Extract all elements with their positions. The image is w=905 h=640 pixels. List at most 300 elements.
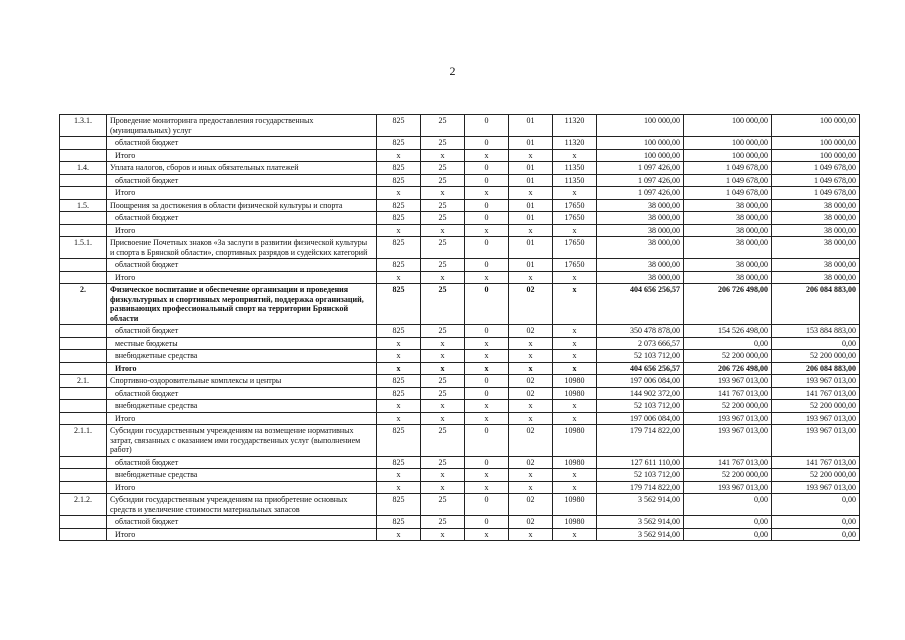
code-dir: 11350 [553,162,597,175]
code-sub: 0 [465,174,509,187]
amount-year1: 38 000,00 [597,259,684,272]
code-sub: 0 [465,199,509,212]
amount-year1: 38 000,00 [597,212,684,225]
code-dir: 11350 [553,174,597,187]
amount-year1: 179 714 822,00 [597,425,684,457]
code-sub: 0 [465,162,509,175]
amount-year3: 0,00 [772,528,860,541]
amount-year1: 3 562 914,00 [597,516,684,529]
code-dir: x [553,271,597,284]
amount-year3: 38 000,00 [772,199,860,212]
table-row [60,149,860,162]
amount-year2: 0,00 [684,337,772,350]
code-pp: 25 [421,375,465,388]
row-name: областной бюджет [107,212,377,225]
amount-year2: 193 967 013,00 [684,412,772,425]
code-pp: 25 [421,212,465,225]
code-sub: x [465,362,509,375]
amount-year2: 0,00 [684,528,772,541]
amount-year3: 1 049 678,00 [772,162,860,175]
table-row [60,516,860,529]
code-gp: x [377,187,421,200]
code-pp: 25 [421,516,465,529]
code-gp: 825 [377,212,421,225]
code-pp: 25 [421,456,465,469]
code-sub: 0 [465,237,509,259]
code-gp: x [377,412,421,425]
table-row [60,494,860,516]
amount-year1: 52 103 712,00 [597,469,684,482]
row-name: областной бюджет [107,387,377,400]
row-number [60,400,107,413]
code-dir: 10980 [553,494,597,516]
amount-year2: 52 200 000,00 [684,469,772,482]
code-main: 02 [509,494,553,516]
amount-year3: 206 084 883,00 [772,362,860,375]
row-name: Спортивно-оздоровительные комплексы и центры [107,375,377,388]
amount-year1: 350 478 878,00 [597,325,684,338]
code-gp: 825 [377,259,421,272]
table-row [60,162,860,175]
amount-year3: 100 000,00 [772,137,860,150]
amount-year1: 38 000,00 [597,271,684,284]
amount-year1: 404 656 256,57 [597,362,684,375]
amount-year2: 1 049 678,00 [684,162,772,175]
code-sub: x [465,149,509,162]
amount-year3: 193 967 013,00 [772,481,860,494]
code-main: 01 [509,115,553,137]
amount-year1: 38 000,00 [597,237,684,259]
row-name: Субсидии государственным учреждениям на приобретение основных средств и увеличение стоимости материальных запасов [107,494,377,516]
code-main: x [509,337,553,350]
code-dir: x [553,469,597,482]
row-number [60,481,107,494]
code-sub: 0 [465,259,509,272]
amount-year1: 197 006 084,00 [597,375,684,388]
amount-year1: 3 562 914,00 [597,528,684,541]
code-dir: 11320 [553,137,597,150]
row-number: 1.5. [60,199,107,212]
table-row [60,425,860,457]
code-pp: 25 [421,237,465,259]
row-number [60,362,107,375]
code-main: 01 [509,174,553,187]
code-sub: x [465,337,509,350]
code-gp: 825 [377,115,421,137]
code-gp: x [377,362,421,375]
row-number [60,259,107,272]
code-main: 01 [509,237,553,259]
code-pp: 25 [421,115,465,137]
amount-year2: 38 000,00 [684,224,772,237]
table-row [60,137,860,150]
code-main: 02 [509,375,553,388]
code-sub: 0 [465,516,509,529]
code-sub: 0 [465,494,509,516]
table-row [60,259,860,272]
code-main: 02 [509,387,553,400]
row-number [60,149,107,162]
code-main: x [509,400,553,413]
amount-year3: 38 000,00 [772,271,860,284]
amount-year2: 0,00 [684,516,772,529]
amount-year1: 404 656 256,57 [597,284,684,325]
row-number [60,516,107,529]
code-main: 01 [509,162,553,175]
row-number [60,337,107,350]
code-pp: x [421,350,465,363]
amount-year2: 193 967 013,00 [684,375,772,388]
table-row [60,271,860,284]
row-name: внебюджетные средства [107,350,377,363]
code-gp: 825 [377,456,421,469]
code-main: x [509,481,553,494]
code-sub: 0 [465,325,509,338]
code-sub: x [465,350,509,363]
amount-year1: 38 000,00 [597,199,684,212]
row-number [60,456,107,469]
code-main: x [509,362,553,375]
code-main: 02 [509,325,553,338]
table-row [60,237,860,259]
amount-year3: 0,00 [772,337,860,350]
code-dir: x [553,528,597,541]
row-number [60,137,107,150]
code-gp: x [377,350,421,363]
row-number: 1.4. [60,162,107,175]
table-row [60,174,860,187]
amount-year2: 193 967 013,00 [684,425,772,457]
row-name: внебюджетные средства [107,400,377,413]
code-dir: 11320 [553,115,597,137]
code-dir: 10980 [553,387,597,400]
code-sub: 0 [465,425,509,457]
code-sub: x [465,224,509,237]
table-row [60,212,860,225]
code-sub: x [465,400,509,413]
code-sub: 0 [465,387,509,400]
row-number [60,271,107,284]
amount-year2: 0,00 [684,494,772,516]
amount-year2: 52 200 000,00 [684,400,772,413]
amount-year2: 1 049 678,00 [684,174,772,187]
table-row [60,375,860,388]
code-dir: x [553,149,597,162]
amount-year1: 1 097 426,00 [597,174,684,187]
amount-year2: 193 967 013,00 [684,481,772,494]
code-pp: 25 [421,259,465,272]
code-pp: 25 [421,425,465,457]
amount-year1: 2 073 666,57 [597,337,684,350]
code-dir: x [553,412,597,425]
code-pp: x [421,412,465,425]
code-main: x [509,350,553,363]
code-gp: x [377,224,421,237]
code-dir: x [553,284,597,325]
code-sub: x [465,412,509,425]
code-gp: x [377,528,421,541]
code-sub: x [465,271,509,284]
code-gp: x [377,149,421,162]
amount-year1: 100 000,00 [597,137,684,150]
amount-year3: 100 000,00 [772,149,860,162]
amount-year1: 144 902 372,00 [597,387,684,400]
amount-year3: 38 000,00 [772,259,860,272]
code-sub: 0 [465,284,509,325]
row-name: Итого [107,412,377,425]
table-row [60,350,860,363]
code-sub: x [465,469,509,482]
code-dir: x [553,481,597,494]
amount-year3: 206 084 883,00 [772,284,860,325]
row-name: областной бюджет [107,137,377,150]
code-sub: x [465,187,509,200]
table-row [60,400,860,413]
amount-year3: 0,00 [772,516,860,529]
amount-year2: 206 726 498,00 [684,362,772,375]
code-gp: 825 [377,325,421,338]
code-pp: 25 [421,494,465,516]
code-gp: 825 [377,516,421,529]
row-name: местные бюджеты [107,337,377,350]
code-pp: 25 [421,387,465,400]
code-main: x [509,528,553,541]
code-dir: 10980 [553,456,597,469]
code-dir: 10980 [553,425,597,457]
code-gp: 825 [377,137,421,150]
code-pp: x [421,362,465,375]
amount-year1: 100 000,00 [597,149,684,162]
table-row [60,528,860,541]
code-dir: 10980 [553,516,597,529]
code-gp: 825 [377,284,421,325]
amount-year3: 141 767 013,00 [772,387,860,400]
row-number: 2.1.1. [60,425,107,457]
row-name: Проведение мониторинга предоставления государственных (муниципальных) услуг [107,115,377,137]
code-pp: 25 [421,174,465,187]
code-sub: 0 [465,456,509,469]
code-gp: 825 [377,162,421,175]
row-number [60,224,107,237]
code-main: 02 [509,284,553,325]
code-dir: 17650 [553,259,597,272]
amount-year2: 100 000,00 [684,149,772,162]
code-dir: x [553,325,597,338]
code-main: x [509,149,553,162]
row-number: 1.3.1. [60,115,107,137]
code-main: x [509,469,553,482]
code-pp: 25 [421,199,465,212]
amount-year2: 38 000,00 [684,271,772,284]
code-sub: 0 [465,137,509,150]
table-row [60,199,860,212]
row-name: Присвоение Почетных знаков «За заслуги в развитии физической культуры и спорта в Брянской области», спортивных разрядов и судейских категорий [107,237,377,259]
row-name: Итого [107,149,377,162]
amount-year2: 206 726 498,00 [684,284,772,325]
code-pp: 25 [421,284,465,325]
amount-year1: 38 000,00 [597,224,684,237]
code-pp: x [421,337,465,350]
row-number [60,387,107,400]
code-pp: x [421,224,465,237]
code-sub: 0 [465,115,509,137]
row-name: Итого [107,481,377,494]
row-name: областной бюджет [107,325,377,338]
code-gp: 825 [377,237,421,259]
amount-year1: 197 006 084,00 [597,412,684,425]
row-number [60,174,107,187]
row-number [60,212,107,225]
code-main: 02 [509,516,553,529]
amount-year3: 1 049 678,00 [772,174,860,187]
row-name: областной бюджет [107,456,377,469]
row-number [60,412,107,425]
row-name: Поощрения за достижения в области физической культуры и спорта [107,199,377,212]
amount-year3: 38 000,00 [772,237,860,259]
code-dir: x [553,362,597,375]
code-gp: 825 [377,494,421,516]
amount-year3: 193 967 013,00 [772,425,860,457]
amount-year3: 153 884 883,00 [772,325,860,338]
code-pp: x [421,271,465,284]
code-dir: 17650 [553,212,597,225]
amount-year2: 52 200 000,00 [684,350,772,363]
page-number: 2 [449,64,456,78]
amount-year3: 100 000,00 [772,115,860,137]
row-number [60,187,107,200]
code-main: 01 [509,137,553,150]
code-dir: x [553,224,597,237]
table-row [60,412,860,425]
amount-year1: 52 103 712,00 [597,400,684,413]
code-gp: 825 [377,375,421,388]
row-name: внебюджетные средства [107,469,377,482]
code-pp: x [421,400,465,413]
table-row [60,115,860,137]
amount-year2: 38 000,00 [684,199,772,212]
table-row [60,337,860,350]
amount-year1: 3 562 914,00 [597,494,684,516]
code-gp: x [377,337,421,350]
table-row [60,362,860,375]
code-pp: x [421,149,465,162]
row-number: 1.5.1. [60,237,107,259]
code-dir: 17650 [553,199,597,212]
code-gp: x [377,481,421,494]
row-name: Физическое воспитание и обеспечение организации и проведения физкультурных и спортивных мероприятий, поддержка организаций, развивающих профессиональный спорт на территории Брянской области [107,284,377,325]
amount-year2: 141 767 013,00 [684,387,772,400]
amount-year2: 154 526 498,00 [684,325,772,338]
amount-year3: 1 049 678,00 [772,187,860,200]
row-number: 2.1.2. [60,494,107,516]
code-main: 01 [509,212,553,225]
code-pp: x [421,469,465,482]
code-dir: x [553,400,597,413]
table-row [60,387,860,400]
amount-year2: 1 049 678,00 [684,187,772,200]
amount-year3: 38 000,00 [772,212,860,225]
code-main: x [509,187,553,200]
table-row [60,224,860,237]
row-name: Уплата налогов, сборов и иных обязательных платежей [107,162,377,175]
code-pp: x [421,481,465,494]
row-number [60,350,107,363]
code-sub: x [465,528,509,541]
amount-year1: 1 097 426,00 [597,162,684,175]
code-dir: 17650 [553,237,597,259]
code-gp: 825 [377,174,421,187]
amount-year2: 141 767 013,00 [684,456,772,469]
code-gp: 825 [377,387,421,400]
table-row [60,456,860,469]
code-dir: x [553,187,597,200]
code-dir: 10980 [553,375,597,388]
code-main: 01 [509,199,553,212]
row-name: Субсидии государственным учреждениям на возмещение нормативных затрат, связанных с оказанием ими государственных услуг (выполнением работ) [107,425,377,457]
code-main: 01 [509,259,553,272]
code-main: x [509,271,553,284]
code-main: x [509,224,553,237]
amount-year2: 100 000,00 [684,137,772,150]
row-number [60,325,107,338]
amount-year3: 141 767 013,00 [772,456,860,469]
amount-year1: 127 611 110,00 [597,456,684,469]
amount-year3: 193 967 013,00 [772,375,860,388]
code-dir: x [553,337,597,350]
code-pp: 25 [421,325,465,338]
row-name: Итого [107,187,377,200]
budget-table [59,114,860,541]
code-gp: x [377,400,421,413]
row-number: 2.1. [60,375,107,388]
code-gp: 825 [377,199,421,212]
row-name: областной бюджет [107,516,377,529]
code-pp: x [421,187,465,200]
code-sub: x [465,481,509,494]
row-name: Итого [107,528,377,541]
table-row [60,187,860,200]
row-name: Итого [107,362,377,375]
row-name: областной бюджет [107,259,377,272]
code-pp: 25 [421,137,465,150]
table-row [60,325,860,338]
amount-year3: 52 200 000,00 [772,400,860,413]
row-name: Итого [107,224,377,237]
code-main: x [509,412,553,425]
amount-year2: 38 000,00 [684,259,772,272]
code-gp: x [377,469,421,482]
table-row [60,284,860,325]
code-dir: x [553,350,597,363]
amount-year3: 52 200 000,00 [772,469,860,482]
row-number [60,469,107,482]
code-sub: 0 [465,212,509,225]
code-main: 02 [509,425,553,457]
amount-year3: 0,00 [772,494,860,516]
code-main: 02 [509,456,553,469]
amount-year1: 100 000,00 [597,115,684,137]
row-name: областной бюджет [107,174,377,187]
code-gp: x [377,271,421,284]
amount-year3: 38 000,00 [772,224,860,237]
code-pp: 25 [421,162,465,175]
amount-year1: 52 103 712,00 [597,350,684,363]
code-sub: 0 [465,375,509,388]
row-number [60,528,107,541]
row-name: Итого [107,271,377,284]
amount-year2: 100 000,00 [684,115,772,137]
amount-year1: 1 097 426,00 [597,187,684,200]
